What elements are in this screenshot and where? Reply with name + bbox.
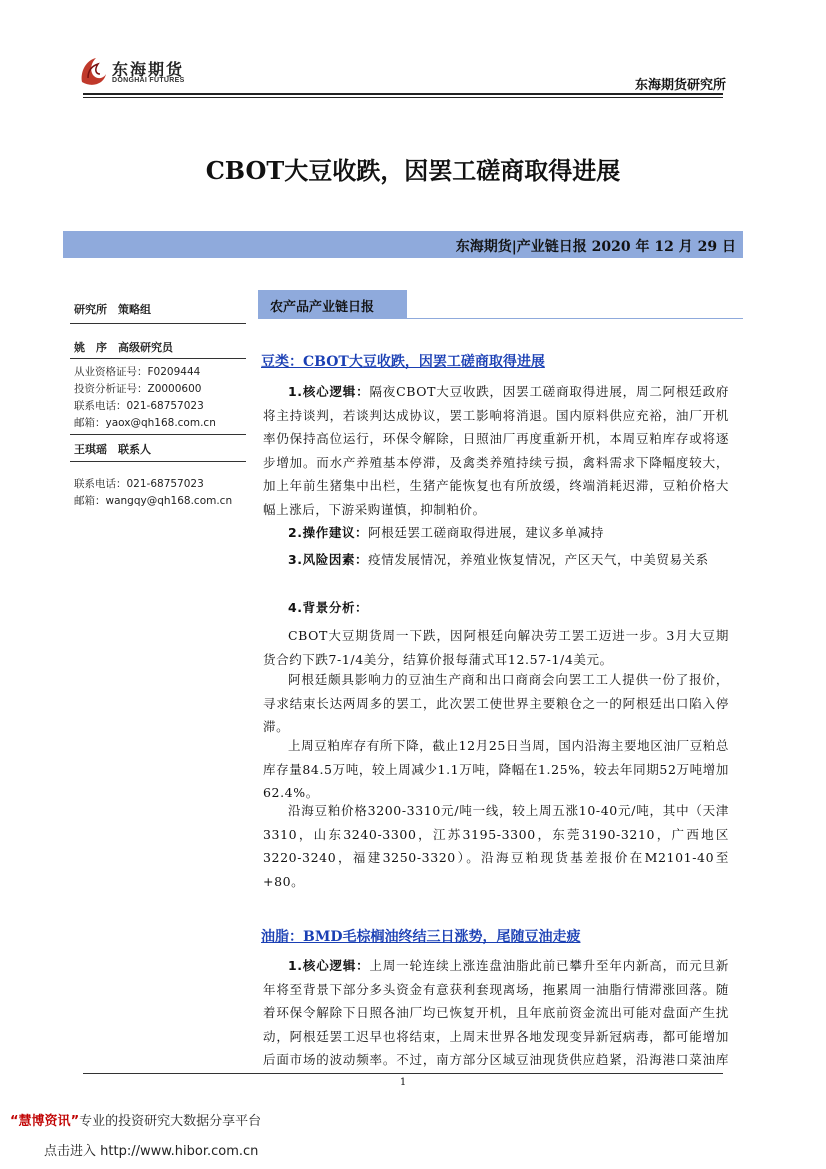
header-divider-thin: [83, 97, 723, 98]
paragraph-text: 沿海豆粕价格3200-3310元/吨一线，较上周五涨10-40元/吨，其中（天津3310，山东3240-3300，江苏3195-3300，东莞3190-3210，广西地区3220-3240，福建3250-3320）。沿海豆粕现货基差报价在M2101-40至+80。: [263, 803, 729, 889]
soy-bg-para-3: [263, 734, 729, 805]
analyst-1-phone: 联系电话：021-68757023: [74, 400, 204, 412]
donghai-logo-icon: [78, 54, 108, 88]
sidebar-divider: [70, 434, 246, 435]
paragraph-text: 阿根廷颇具影响力的豆油生产商和出口商商会向罢工工人提供一份了报价，寻求结束长达两周多的罢工，此次罢工使世界主要粮仓之一的阿根廷出口陷入停滞。: [263, 672, 729, 734]
sidebar-divider: [70, 461, 246, 462]
promo-link[interactable]: 点击进入 http://www.hibor.com.cn: [44, 1144, 259, 1159]
logo-english-name: DONGHAI FUTURES: [112, 77, 185, 84]
soy-op-text: 阿根廷罢工磋商取得进展，建议多单减持: [368, 525, 604, 540]
promo-brand: 慧博资讯: [18, 1114, 71, 1129]
analyst-1-name: 姚 序 高级研究员: [74, 341, 173, 354]
logo-chinese-name: 东海期货: [112, 60, 185, 79]
promo-text: 专业的投资研究大数据分享平台: [79, 1114, 262, 1129]
sidebar-dept: 研究所 策略组: [74, 303, 151, 316]
header-divider: [83, 93, 723, 95]
page-number: 1: [399, 1077, 407, 1088]
analyst-2-email[interactable]: 邮箱：wangqy@qh168.com.cn: [74, 495, 233, 507]
soy-bg-label: 4.背景分析：: [288, 600, 369, 615]
promo-quote-open: “: [10, 1114, 19, 1129]
soy-bg-para-4: [263, 799, 729, 893]
institute-name: 东海期货研究所: [634, 78, 726, 93]
analyst-1-invest-license: 投资分析证号：Z0000600: [74, 383, 202, 395]
analyst-2-phone: 联系电话：021-68757023: [74, 478, 204, 490]
paragraph-text: 上周豆粕库存有所下降，截止12月25日当周，国内沿海主要地区油厂豆粕总库存量84.5万吨，较上周减少1.1万吨，降幅在1.25%，较去年同期52万吨增加62.4%。: [263, 738, 729, 800]
report-banner-text: 东海期货|产业链日报 2020 年 12 月 29 日: [455, 239, 736, 255]
soy-core-logic: [263, 380, 729, 521]
section-tab-label: 农产品产业链日报: [270, 300, 375, 315]
soy-core-label: 1.核心逻辑：: [288, 384, 370, 399]
promo-quote-close: ”: [70, 1114, 80, 1129]
soy-risk-text: 疫情发展情况，养殖业恢复情况，产区天气，中美贸易关系: [368, 552, 709, 567]
soy-risk-label: 3.风险因素：: [288, 552, 369, 567]
promo-banner: [10, 1110, 261, 1129]
oil-core-label: 1.核心逻辑：: [288, 958, 370, 973]
oil-heading[interactable]: 油脂：BMD毛棕榈油终结三日涨势，尾随豆油走疲: [261, 929, 581, 945]
sidebar-divider: [70, 358, 246, 359]
footer-divider: [83, 1073, 723, 1074]
oil-core-logic: [263, 954, 729, 1072]
soy-bg-heading: [263, 596, 729, 620]
soy-op-advice: [263, 521, 729, 545]
analyst-1-email[interactable]: 邮箱：yaox@qh168.com.cn: [74, 417, 216, 429]
analyst-2-name: 王琪瑶 联系人: [74, 443, 151, 456]
sidebar-divider: [70, 323, 246, 324]
paragraph-text: CBOT大豆期货周一下跌，因阿根廷向解决劳工罢工迈进一步。3月大豆期货合约下跌7-1/4美分，结算价报每蒲式耳12.57-1/4美元。: [263, 628, 729, 667]
report-title: CBOT大豆收跌，因罢工磋商取得进展: [205, 156, 621, 185]
soy-op-label: 2.操作建议：: [288, 525, 369, 540]
analyst-1-license: 从业资格证号：F0209444: [74, 366, 201, 378]
soy-core-text: 隔夜CBOT大豆收跌，因罢工磋商取得进展，周二阿根廷政府将主持谈判，若谈判达成协议，罢工影响将消退。国内原料供应充裕，油厂开机率仍保持高位运行，环保令解除，日照油厂再度重新开机，本周豆粕库存或将逐步增加。而水产养殖基本停滞，及禽类养殖持续亏损，禽料需求下降幅度较大，加上年前生猪集中出栏，生猪产能恢复也有所放缓，终端消耗迟滞，豆粕价格大幅上涨后，下游采购谨慎，抑制粕价。: [263, 384, 729, 517]
soy-bg-para-1: [263, 624, 729, 671]
soy-heading[interactable]: 豆类：CBOT大豆收跌，因罢工磋商取得进展: [261, 354, 545, 370]
soy-risk: [263, 548, 729, 572]
oil-core-text: 上周一轮连续上涨连盘油脂此前已攀升至年内新高，而元旦新年将至背景下部分多头资金有意获利套现离场，拖累周一油脂行情滞涨回落。随着环保令解除下日照各油厂均已恢复开机，且年底前资金流出可能对盘面产生扰动，阿根廷罢工迟早也将结束，上周末世界各地发现变异新冠病毒，都可能增加后面市场的波动频率。不过，南方部分区域豆油现货供应趋紧，沿海港口菜油库: [263, 958, 729, 1067]
section-divider: [258, 318, 743, 319]
soy-bg-para-2: [263, 668, 729, 739]
